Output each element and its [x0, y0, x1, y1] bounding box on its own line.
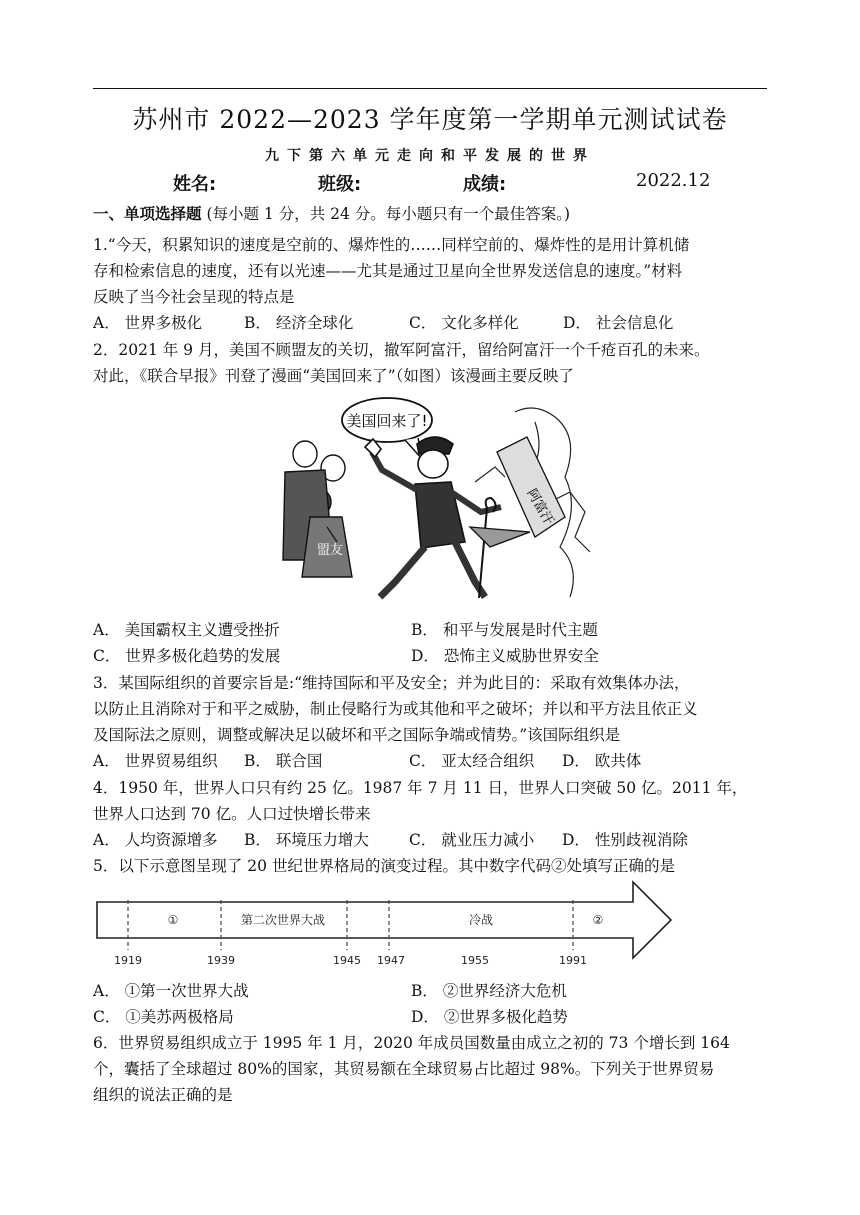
cartoon-america-is-back [265, 392, 593, 607]
q4-option-d: D． 性别歧视消除 [562, 831, 688, 849]
q2-line-1: 2．2021 年 9 月，美国不顾盟友的关切，撤军阿富汗，留给阿富汗一个千疮百孔的未来。 [93, 341, 710, 359]
q6-line-1: 6．世界贸易组织成立于 1995 年 1 月，2020 年成员国数量由成立之初的 73 个增长到 164 [93, 1034, 730, 1052]
exam-subtitle: 九下第六单元走向和平发展的世界 [265, 148, 595, 164]
timeline-seg-2: ② [592, 913, 604, 927]
q1-line-3: 反映了当今社会呈现的特点是 [93, 288, 295, 306]
q4-option-b: B． 环境压力增大 [244, 831, 369, 849]
q5-line-1: 5．以下示意图呈现了 20 世纪世界格局的演变过程。其中数字代码②处填写正确的是 [93, 857, 675, 875]
timeline-seg-coldwar: 冷战 [468, 913, 494, 927]
year-label: 1991 [559, 954, 587, 967]
q3-line-1: 3．某国际组织的首要宗旨是:“维持国际和平及安全；并为此目的：采取有效集体办法， [93, 674, 690, 692]
q5-option-d: D． ②世界多极化趋势 [411, 1008, 568, 1026]
q1-option-b: B． 经济全球化 [244, 314, 354, 332]
q3-line-2: 以防止且消除对于和平之威胁，制止侵略行为或其他和平之破坏；并以和平方法且依正义 [93, 700, 698, 718]
q3-line-3: 及国际法之原则，调整或解决足以破坏和平之国际争端或情势。”该国际组织是 [93, 726, 621, 744]
q2-option-d: D． 恐怖主义威胁世界安全 [411, 647, 599, 665]
q2-option-a: A． 美国霸权主义遭受挫折 [93, 621, 280, 639]
year-label: 1947 [377, 954, 405, 967]
class-label: 班级: [318, 174, 362, 195]
year-label: 1939 [207, 954, 235, 967]
exam-date: 2022.12 [636, 170, 711, 191]
year-label: 1919 [114, 954, 142, 967]
q2-line-2: 对此，《联合早报》刊登了漫画“美国回来了”（如图）该漫画主要反映了 [93, 367, 574, 385]
q3-option-b: B． 联合国 [244, 752, 323, 770]
q1-option-d: D． 社会信息化 [563, 314, 674, 332]
cartoon-speech: 美国回来了! [346, 412, 428, 430]
timeline-seg-1: ① [167, 913, 179, 927]
q1-option-a: A． 世界多极化 [93, 314, 203, 332]
q3-option-c: C． 亚太经合组织 [409, 752, 535, 770]
q4-option-c: C． 就业压力减小 [409, 831, 535, 849]
q1-line-1: 1.“今天，积累知识的速度是空前的、爆炸性的……同样空前的、爆炸性的是用计算机储 [93, 236, 690, 254]
q1-option-c: C． 文化多样化 [409, 314, 519, 332]
q4-line-2: 世界人口达到 70 亿。人口过快增长带来 [93, 805, 371, 823]
name-label: 姓名: [173, 174, 217, 195]
q6-line-2: 个，囊括了全球超过 80%的国家，其贸易额在全球贸易占比超过 98%。下列关于世界贸易 [93, 1060, 715, 1078]
q5-option-a: A． ①第一次世界大战 [93, 982, 249, 1000]
year-label: 1945 [333, 954, 361, 967]
header-rule [93, 88, 767, 89]
q2-option-b: B． 和平与发展是时代主题 [411, 621, 598, 639]
q4-option-a: A． 人均资源增多 [93, 831, 218, 849]
section-title: 一、单项选择题 [93, 205, 202, 223]
q6-line-3: 组织的说法正确的是 [93, 1086, 233, 1104]
cartoon-afghan-label: 阿富汗 [523, 486, 557, 528]
q1-line-2: 存和检索信息的速度，还有以光速——尤其是通过卫星向全世界发送信息的速度。”材料 [93, 262, 683, 280]
q5-option-c: C． ①美苏两极格局 [93, 1008, 234, 1026]
world-pattern-timeline [93, 878, 678, 970]
exam-title: 苏州市 2022—2023 学年度第一学期单元测试试卷 [132, 105, 728, 134]
cartoon-ally-label: 盟友 [317, 543, 344, 558]
q3-option-d: D． 欧共体 [562, 752, 642, 770]
q4-line-1: 4．1950 年，世界人口只有约 25 亿。1987 年 7 月 11 日，世界人口突破 50 亿。2011 年， [93, 779, 748, 797]
q5-option-b: B． ②世界经济大危机 [411, 982, 567, 1000]
section-heading [93, 201, 773, 227]
year-label: 1955 [461, 954, 489, 967]
timeline-seg-ww2: 第二次世界大战 [240, 913, 326, 927]
section-note: (每小题 1 分，共 24 分。每小题只有一个最佳答案。) [206, 205, 571, 223]
q2-option-c: C． 世界多极化趋势的发展 [93, 647, 281, 665]
score-label: 成绩: [463, 174, 507, 195]
q3-option-a: A． 世界贸易组织 [93, 752, 218, 770]
